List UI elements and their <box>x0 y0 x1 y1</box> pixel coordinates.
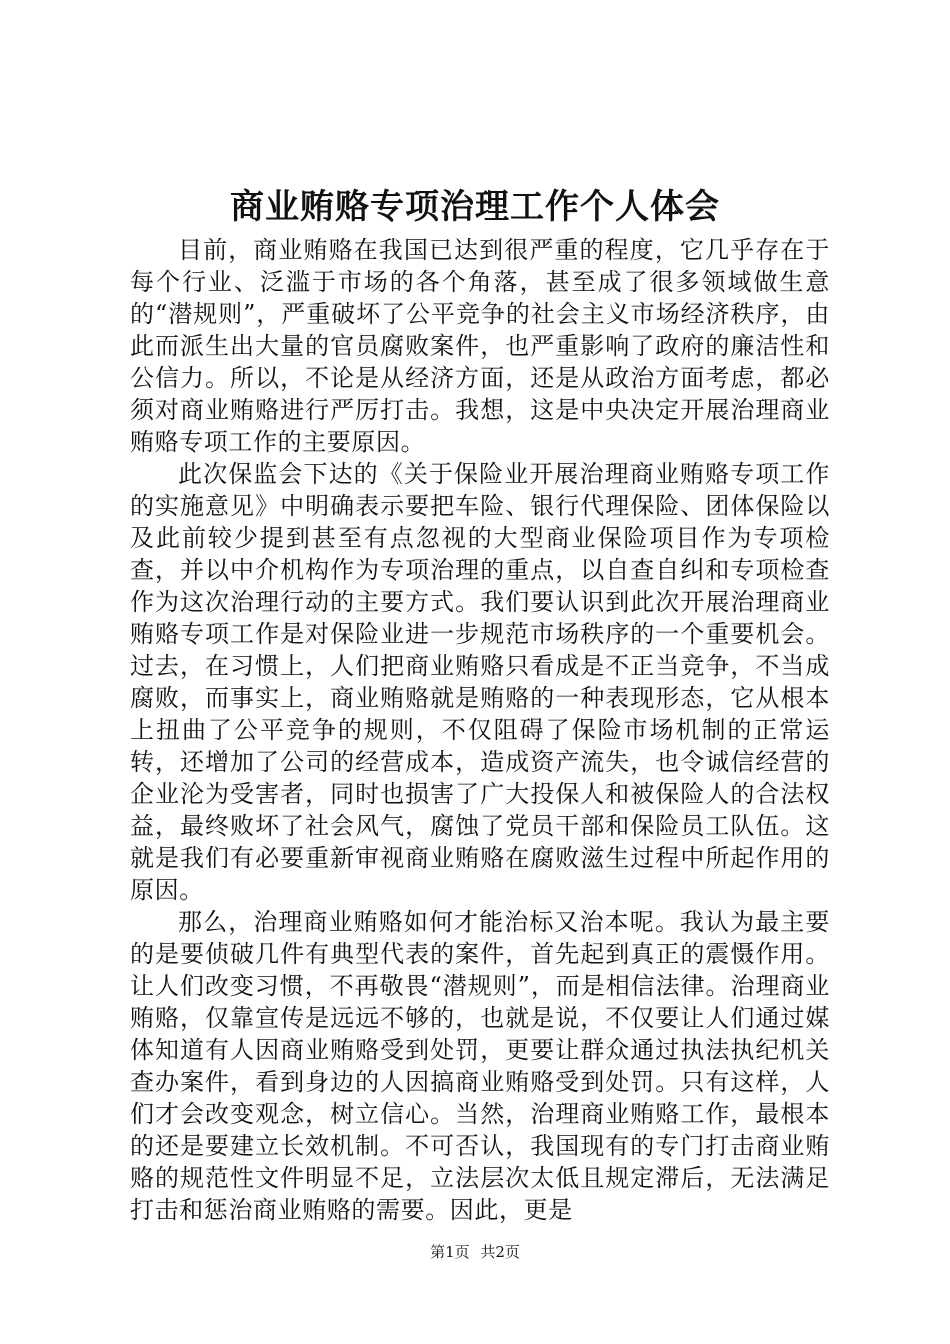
page-footer <box>0 1242 950 1262</box>
document-body <box>130 234 830 1226</box>
paragraph: 此次保监会下达的《关于保险业开展治理商业贿赂专项工作的实施意见》中明确表示要把车险、银行代理保险、团体保险以及此前较少提到甚至有点忽视的大型商业保险项目作为专项检查，并以中介机构作为专项治理的重点，以自查自纠和专项检查作为这次治理行动的主要方式。我们要认识到此次开展治理商业贿赂专项工作是对保险业进一步规范市场秩序的一个重要机会。过去，在习惯上，人们把商业贿赂只看成是不正当竞争，不当成腐败，而事实上，商业贿赂就是贿赂的一种表现形态，它从根本上扭曲了公平竞争的规则，不仅阻碍了保险市场机制的正常运转，还增加了公司的经营成本，造成资产流失，也令诚信经营的企业沦为受害者，同时也损害了广大投保人和被保险人的合法权益，最终败坏了社会风气，腐蚀了党员干部和保险员工队伍。这就是我们有必要重新审视商业贿赂在腐败滋生过程中所起作用的原因。 <box>130 460 830 904</box>
paragraph: 那么，治理商业贿赂如何才能治标又治本呢。我认为最主要的是要侦破几件有典型代表的案件，首先起到真正的震慑作用。让人们改变习惯，不再敬畏“潜规则”，而是相信法律。治理商业贿赂，仅靠宣传是远远不够的，也就是说，不仅要让人们通过媒体知道有人因商业贿赂受到处罚，更要让群众通过执法执纪机关查办案件，看到身边的人因搞商业贿赂受到处罚。只有这样，人们才会改变观念，树立信心。当然，治理商业贿赂工作，最根本的还是要建立长效机制。不可否认，我国现有的专门打击商业贿赂的规范性文件明显不足，立法层次太低且规定滞后，无法满足打击和惩治商业贿赂的需要。因此，更是 <box>130 908 830 1224</box>
current-page-number: 第1页 <box>430 1243 470 1261</box>
total-page-count: 共2页 <box>480 1243 520 1261</box>
paragraph: 目前，商业贿赂在我国已达到很严重的程度，它几乎存在于每个行业、泛滥于市场的各个角落，甚至成了很多领域做生意的“潜规则”，严重破坏了公平竞争的社会主义市场经济秩序，由此而派生出大量的官员腐败案件，也严重影响了政府的廉洁性和公信力。所以，不论是从经济方面，还是从政治方面考虑，都必须对商业贿赂进行严厉打击。我想，这是中央决定开展治理商业贿赂专项工作的主要原因。 <box>130 236 830 456</box>
document-title: 商业贿赂专项治理工作个人体会 <box>230 187 720 227</box>
